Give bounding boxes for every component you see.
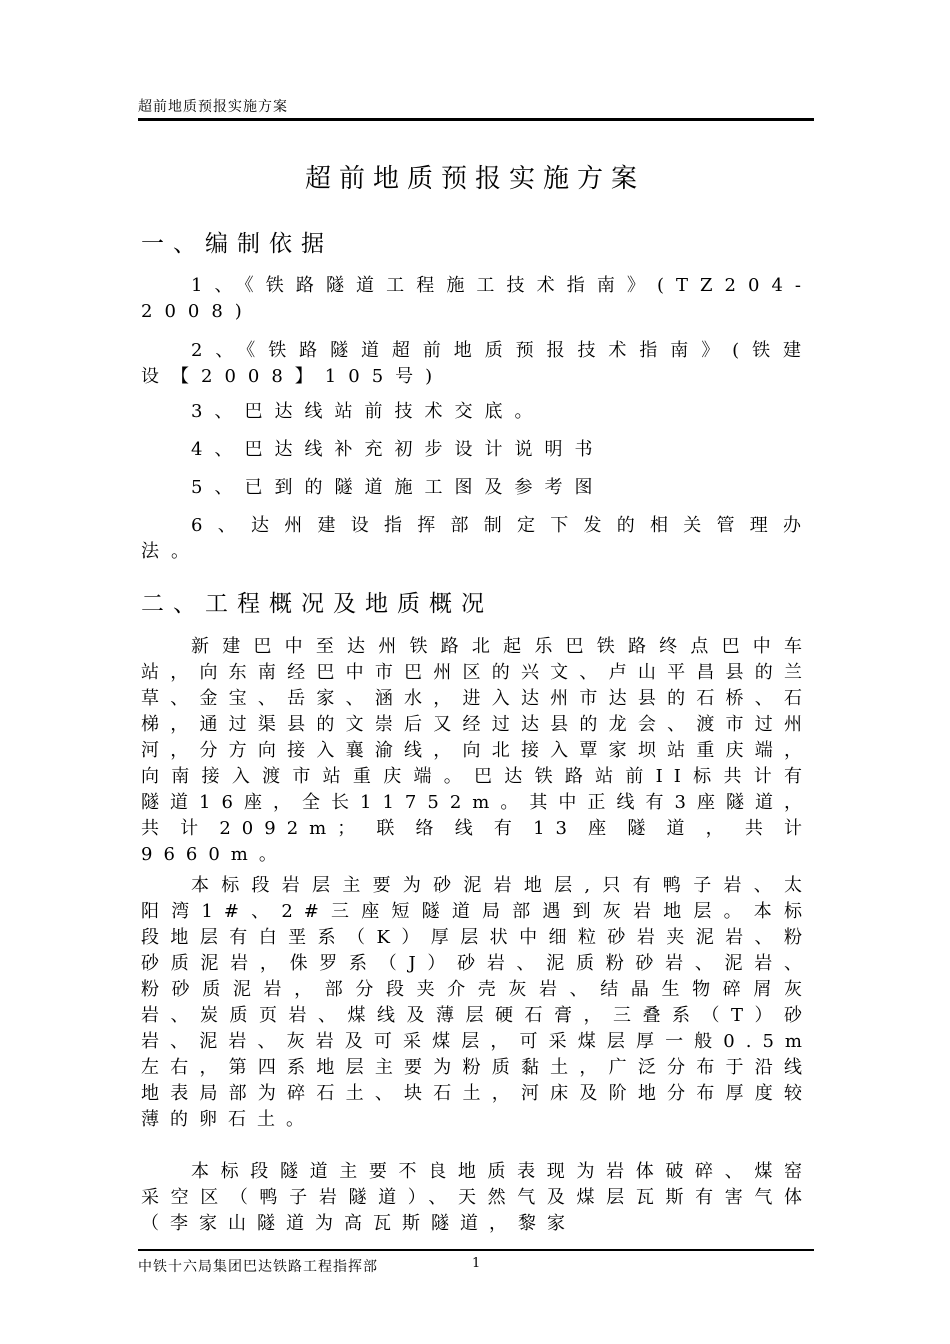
reference-item-4: 4、巴达线补充初步设计说明书 — [191, 439, 605, 460]
section-heading-overview: 二、工程概况及地质概况 — [141, 591, 493, 617]
reference-item-1: 1、《铁路隧道工程施工技术指南》(TZ204-2008) — [141, 275, 813, 322]
section-heading-basis: 一、编制依据 — [141, 231, 333, 257]
paragraph-project-overview: 新建巴中至达州铁路北起乐巴铁路终点巴中车站，向东南经巴中市巴州区的兴文、卢山平昌县的兰草、金宝、岳家、涵水，进入达州市达县的石桥、石梯，通过渠县的文崇后又经过达县的龙会、渡市过州河，分方向接入襄渝线，向北接入覃家坝站重庆端，向南接入渡市站重庆端。巴达铁路站前II标共计有隧道16座，全长11752m。其中正线有3座隧道，共计2092m；联络线有13座隧道，共计9660m。 — [141, 636, 813, 865]
page-number: 1 — [472, 1256, 481, 1271]
reference-item-3: 3、巴达线站前技术交底。 — [191, 401, 545, 422]
header-rule — [138, 118, 814, 121]
paragraph-adverse-geology: 本标段隧道主要不良地质表现为岩体破碎、煤窑采空区（鸭子岩隧道）、天然气及煤层瓦斯有害气体（李家山隧道为高瓦斯隧道，黎家 — [141, 1161, 813, 1234]
document-title: 超前地质预报实施方案 — [304, 164, 645, 194]
footer-organization: 中铁十六局集团巴达铁路工程指挥部 — [138, 1259, 378, 1275]
reference-item-2: 2、《铁路隧道超前地质预报技术指南》(铁建设【2008】105号) — [141, 340, 813, 387]
reference-item-5: 5、已到的隧道施工图及参考图 — [191, 477, 605, 498]
footer-rule — [138, 1249, 814, 1251]
running-header: 超前地质预报实施方案 — [138, 99, 288, 115]
reference-item-6: 6、达州建设指挥部制定下发的相关管理办法。 — [141, 515, 813, 562]
paragraph-geology: 本标段岩层主要为砂泥岩地层,只有鸭子岩、太阳湾1#、2#三座短隧道局部遇到灰岩地层。本标段地层有白垩系（K）厚层状中细粒砂岩夹泥岩、粉砂质泥岩，侏罗系（J）砂岩、泥质粉砂岩、泥岩、粉砂质泥岩，部分段夹介壳灰岩、结晶生物碎屑灰岩、炭质页岩、煤线及薄层硬石膏，三叠系（T）砂岩、泥岩、灰岩及可采煤层，可采煤层厚一般0.5m左右，第四系地层主要为粉质黏土，广泛分布于沿线地表局部为碎石土、块石土，河床及阶地分布厚度较薄的卵石土。 — [141, 875, 813, 1130]
